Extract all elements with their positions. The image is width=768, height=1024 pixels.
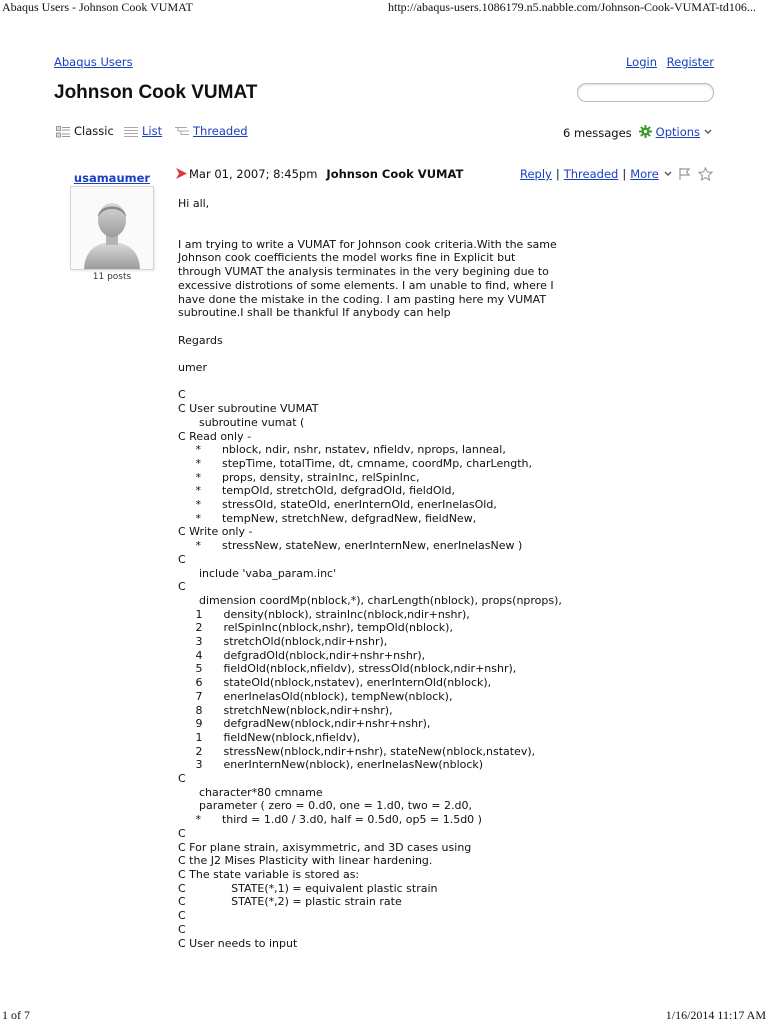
view-list-label: List <box>142 124 163 138</box>
post-arrow-icon <box>176 168 187 182</box>
post-paragraph: I am trying to write a VUMAT for Johnson cook criteria.With the same Johnson cook coefficients the model works fine in Explicit but through VUMAT the analysis terminates in the very begining due to excessive distrotions of some elements. I am unable to find, where I have done the mistake in the coding. I am pasting here my VUMAT subroutine.I shall be thankful If anybody can help <box>178 237 557 320</box>
register-link[interactable]: Register <box>666 55 714 69</box>
print-footer <box>0 1008 768 1024</box>
reply-link[interactable]: Reply <box>520 167 552 181</box>
print-page-number: 1 of 7 <box>2 1008 30 1022</box>
login-link[interactable]: Login <box>625 55 657 69</box>
flag-icon[interactable] <box>678 167 692 181</box>
post-subject: Johnson Cook VUMAT <box>326 167 464 181</box>
post-header <box>176 167 463 182</box>
options-label: Options <box>655 125 701 139</box>
view-list[interactable] <box>124 124 162 141</box>
message-count: 6 messages <box>563 126 632 140</box>
more-label: More <box>630 167 659 181</box>
list-view-icon <box>124 126 138 141</box>
chevron-down-icon <box>664 171 672 177</box>
author-column <box>70 167 154 282</box>
chevron-down-icon <box>704 129 712 135</box>
threaded-view-icon <box>175 126 189 141</box>
post-actions: Reply | Threaded | More <box>520 167 672 181</box>
post-greeting: Hi all, <box>178 197 210 210</box>
print-header-url: http://abaqus-users.1086179.n5.nabble.com/Johnson-Cook-VUMAT-td106... <box>388 0 756 14</box>
vumat-code-block: C C User subroutine VUMAT subroutine vumat ( C Read only - * nblock, ndir, nshr, nstatev, nfieldv, nprops, lanneal, * stepTime, totalTime, dt, cmname, coordMp, charLength, * props, density, strainInc, relSpinInc, * tempOld, stretchOld, defgradOld, fieldOld, * stressOld, stateOld, enerInternOld, enerInelasOld, * tempNew, stretchNew, defgradNew, fieldNew, C Write only - * stressNew, stateNew, enerInternNew, enerInelasNew ) C include 'vaba_param.inc' C dimension coordMp(nblock,*), charLength(nblock), props(nprops), 1 density(nblock), strainInc(nblock,ndir+nshr), 2 relSpinInc(nblock,nshr), tempOld(nblock), 3 stretchOld(nblock,ndir+nshr), 4 defgradOld(nblock,ndir+nshr+nshr), 5 fieldOld(nblock,nfieldv), stressOld(nblock,ndir+nshr), 6 stateOld(nblock,nstatev), enerInternOld(nblock), 7 enerInelasOld(nblock), tempNew(nblock), 8 stretchNew(nblock,ndir+nshr), 9 defgradNew(nblock,ndir+nshr+nshr), 1 fieldNew(nblock,nfieldv), 2 stressNew(nblock,ndir+nshr), stateNew(nblock,nstatev), 3 enerInternNew(nblock), enerInelasNew(nblock) C character*80 cmname parameter ( zero = 0.d0, one = 1.d0, two = 2.d0, * third = 1.d0 / 3.d0, half = 0.5d0, op5 = 1.5d0 ) C C For plane strain, axisymmetric, and 3D cases using C the J2 Mises Plasticity with linear hardening. C The state variable is stored as: C STATE(*,1) = equivalent plastic strain C STATE(*,2) = plastic strain rate C C C User needs to input <box>178 388 562 950</box>
page-title: Johnson Cook VUMAT <box>54 82 258 103</box>
star-icon[interactable] <box>698 167 713 181</box>
options-menu[interactable] <box>639 125 712 139</box>
author-name-link[interactable]: usamaumer <box>73 171 151 185</box>
post-body <box>178 197 738 950</box>
user-avatar-icon <box>71 187 153 269</box>
post-signature: umer <box>178 361 207 374</box>
print-header-title: Abaqus Users - Johnson Cook VUMAT <box>2 0 193 14</box>
author-post-count: 11 posts <box>92 272 132 282</box>
post-icons <box>678 166 713 185</box>
more-menu[interactable] <box>630 167 672 181</box>
gear-icon <box>639 125 652 138</box>
post-date: Mar 01, 2007; 8:45pm <box>189 167 318 181</box>
breadcrumb-forum-link[interactable]: Abaqus Users <box>54 55 133 69</box>
view-threaded-label: Threaded <box>193 124 248 138</box>
classic-view-icon <box>56 126 70 141</box>
view-classic-label: Classic <box>74 124 114 138</box>
post-regards: Regards <box>178 333 223 347</box>
auth-links <box>626 55 714 69</box>
print-header <box>0 0 768 16</box>
view-threaded[interactable] <box>175 124 248 141</box>
threaded-link[interactable]: Threaded <box>563 167 619 181</box>
avatar[interactable] <box>70 186 154 270</box>
search-input[interactable] <box>577 83 714 102</box>
print-datetime: 1/16/2014 11:17 AM <box>665 1008 766 1022</box>
view-classic[interactable] <box>56 124 114 141</box>
